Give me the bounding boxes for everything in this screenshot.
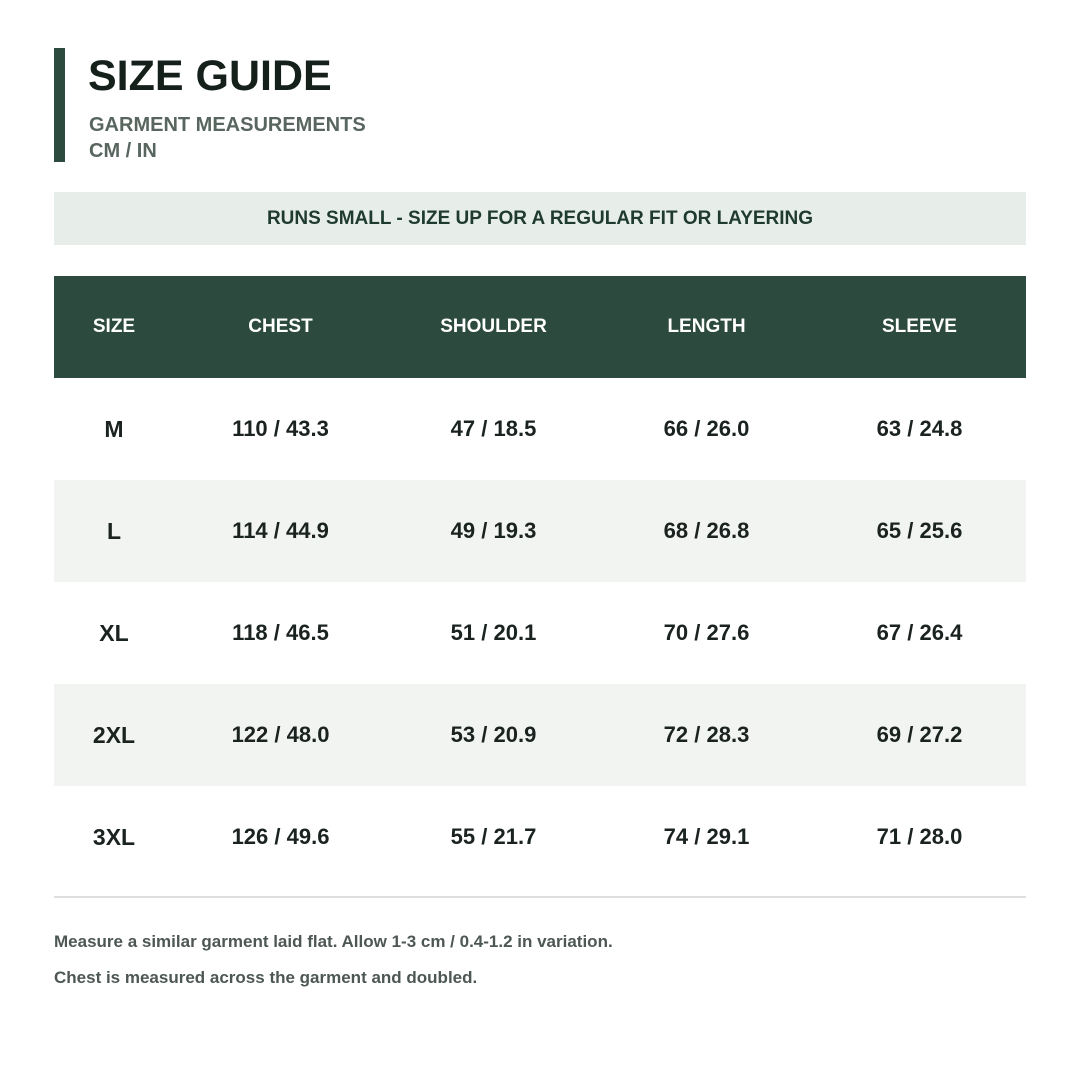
sleeve-cell: 71 / 28.0 — [876, 824, 963, 849]
fit-advice-banner: RUNS SMALL - SIZE UP FOR A REGULAR FIT OR LAYERING — [54, 192, 1026, 245]
shoulder-cell: 53 / 20.9 — [450, 722, 537, 747]
column-header-sleeve: SLEEVE — [882, 316, 957, 337]
size-cell: L — [106, 517, 122, 544]
table-header-row — [54, 276, 1026, 378]
measurement-note: Measure a similar garment laid flat. Allow 1-3 cm / 0.4-1.2 in variation. — [54, 932, 613, 951]
length-cell: 68 / 26.8 — [663, 518, 750, 543]
size-table — [54, 276, 1026, 888]
shoulder-cell: 47 / 18.5 — [450, 416, 537, 441]
shoulder-cell: 51 / 20.1 — [450, 620, 537, 645]
table-divider — [54, 896, 1026, 898]
sleeve-cell: 65 / 25.6 — [876, 518, 963, 543]
size-cell: M — [104, 415, 124, 442]
sleeve-cell: 63 / 24.8 — [876, 416, 963, 441]
shoulder-cell: 55 / 21.7 — [450, 824, 537, 849]
size-cell: XL — [99, 619, 129, 646]
page-title: SIZE GUIDE — [88, 52, 332, 100]
table-body — [54, 378, 1026, 888]
units-label: CM / IN — [89, 140, 157, 162]
length-cell: 70 / 27.6 — [663, 620, 750, 645]
table-row — [54, 684, 1026, 786]
table-row — [54, 786, 1026, 888]
table-row — [54, 582, 1026, 684]
size-cell: 2XL — [92, 721, 136, 748]
shoulder-cell: 49 / 19.3 — [450, 518, 537, 543]
chest-cell: 110 / 43.3 — [232, 416, 329, 441]
column-header-length: LENGTH — [667, 316, 746, 337]
column-header-shoulder: SHOULDER — [440, 316, 547, 337]
chest-cell: 114 / 44.9 — [232, 518, 329, 543]
title-accent-bar — [54, 48, 65, 162]
column-header-size: SIZE — [92, 316, 136, 337]
length-cell: 74 / 29.1 — [663, 824, 750, 849]
chest-note: Chest is measured across the garment and doubled. — [54, 968, 478, 987]
column-header-chest: CHEST — [248, 316, 313, 337]
chest-cell: 118 / 46.5 — [232, 620, 329, 645]
table-row — [54, 480, 1026, 582]
table-row — [54, 378, 1026, 480]
length-cell: 66 / 26.0 — [663, 416, 750, 441]
size-cell: 3XL — [92, 823, 136, 850]
sleeve-cell: 67 / 26.4 — [876, 620, 963, 645]
chest-cell: 126 / 49.6 — [231, 824, 330, 849]
length-cell: 72 / 28.3 — [663, 722, 750, 747]
page-subtitle: GARMENT MEASUREMENTS — [89, 114, 366, 136]
table-header — [54, 276, 1026, 378]
chest-cell: 122 / 48.0 — [231, 722, 330, 747]
sleeve-cell: 69 / 27.2 — [876, 722, 963, 747]
